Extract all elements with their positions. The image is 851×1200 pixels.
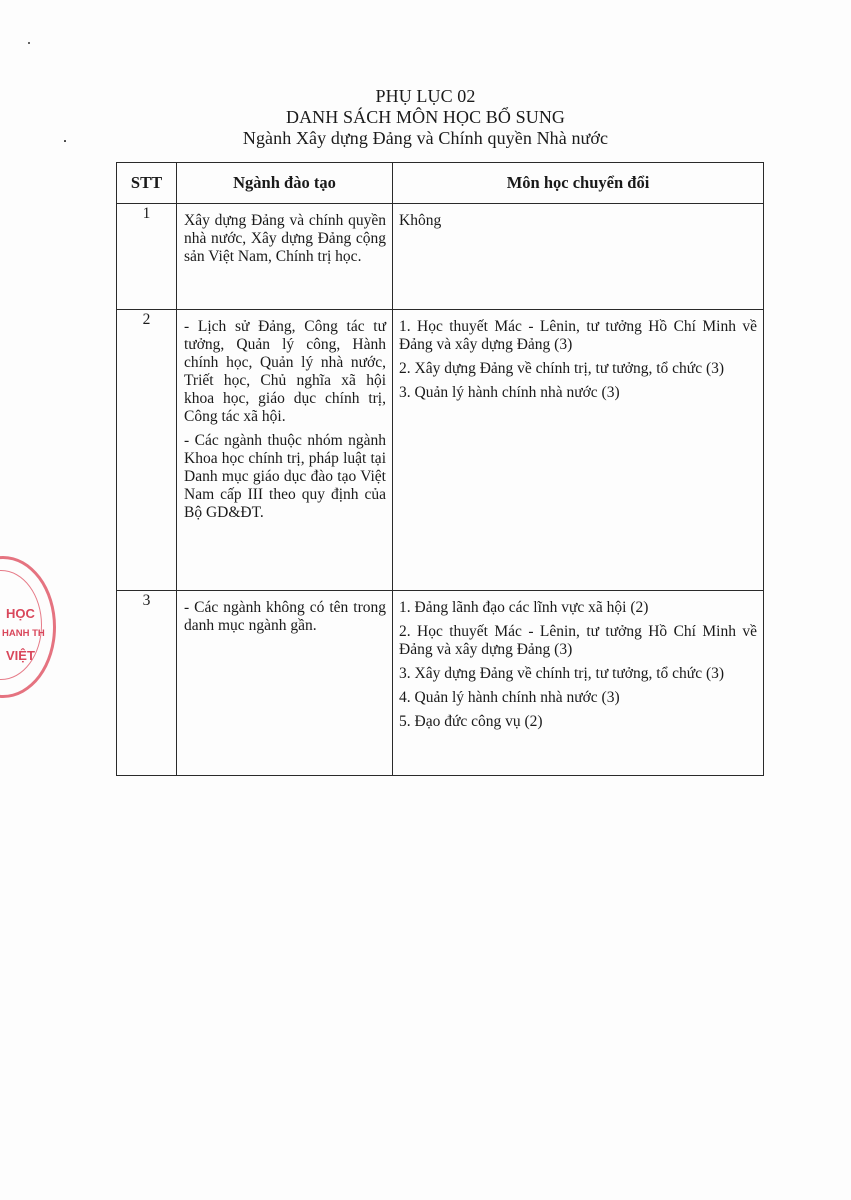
row-mon-hoc [393,204,764,310]
row-stt: 1 [117,204,177,310]
table-row [117,204,764,310]
table-row [117,591,764,776]
seal-text: HANH TH [2,628,45,639]
mon-hoc-item: 3. Quản lý hành chính nhà nước (3) [399,384,620,401]
scan-speck [28,42,30,44]
document-title: DANH SÁCH MÔN HỌC BỔ SUNG [285,107,566,127]
row-nganh [177,591,393,776]
seal-text: HỌC [6,606,35,621]
mon-hoc-item: 3. Xây dựng Đảng về chính trị, tư tưởng, tổ chức (3) [399,665,725,682]
appendix-label: PHỤ LỤC 02 [375,86,476,106]
nganh-paragraph: Xây dựng Đảng và chính quyền nhà nước, Xây dựng Đảng cộng sản Việt Nam, Chính trị học. [184,212,386,265]
nganh-paragraph: - Các ngành thuộc nhóm ngành Khoa học chính trị, pháp luật tại Danh mục giáo dục đào tạo Việt Nam cấp III theo quy định của Bộ GD&ĐT. [184,432,386,521]
mon-hoc-item: 2. Xây dựng Đảng về chính trị, tư tưởng, tổ chức (3) [399,360,725,377]
row-nganh [177,204,393,310]
official-seal [0,556,54,696]
mon-hoc-item: 2. Học thuyết Mác - Lênin, tư tưởng Hồ Chí Minh về Đảng và xây dựng Đảng (3) [399,623,757,658]
seal-text: VIỆT [6,648,35,663]
row-nganh [177,310,393,591]
mon-hoc-item: 5. Đạo đức công vụ (2) [399,713,543,730]
row-mon-hoc [393,310,764,591]
row-mon-hoc [393,591,764,776]
nganh-paragraph: - Lịch sử Đảng, Công tác tư tưởng, Quản lý công, Hành chính học, Quản lý nhà nước, Triết học, Chủ nghĩa xã hội khoa học, giáo dục chính trị, Công tác xã hội. [184,318,386,425]
nganh-paragraph: - Các ngành không có tên trong danh mục ngành gần. [184,599,386,634]
mon-hoc-item: 1. Học thuyết Mác - Lênin, tư tưởng Hồ Chí Minh về Đảng và xây dựng Đảng (3) [399,318,757,353]
column-header-mon-hoc: Môn học chuyển đổi [393,163,764,204]
row-stt: 3 [117,591,177,776]
mon-hoc-item: Không [399,212,442,229]
mon-hoc-item: 1. Đảng lãnh đạo các lĩnh vực xã hội (2) [399,599,649,616]
document-header [0,86,851,149]
document-subtitle: Ngành Xây dựng Đảng và Chính quyền Nhà nước [242,128,609,148]
row-stt: 2 [117,310,177,591]
table-row [117,310,764,591]
mon-hoc-item: 4. Quản lý hành chính nhà nước (3) [399,689,620,706]
subjects-table [116,162,764,776]
table-header-row [117,163,764,204]
column-header-nganh: Ngành đào tạo [177,163,393,204]
column-header-stt: STT [117,163,177,204]
